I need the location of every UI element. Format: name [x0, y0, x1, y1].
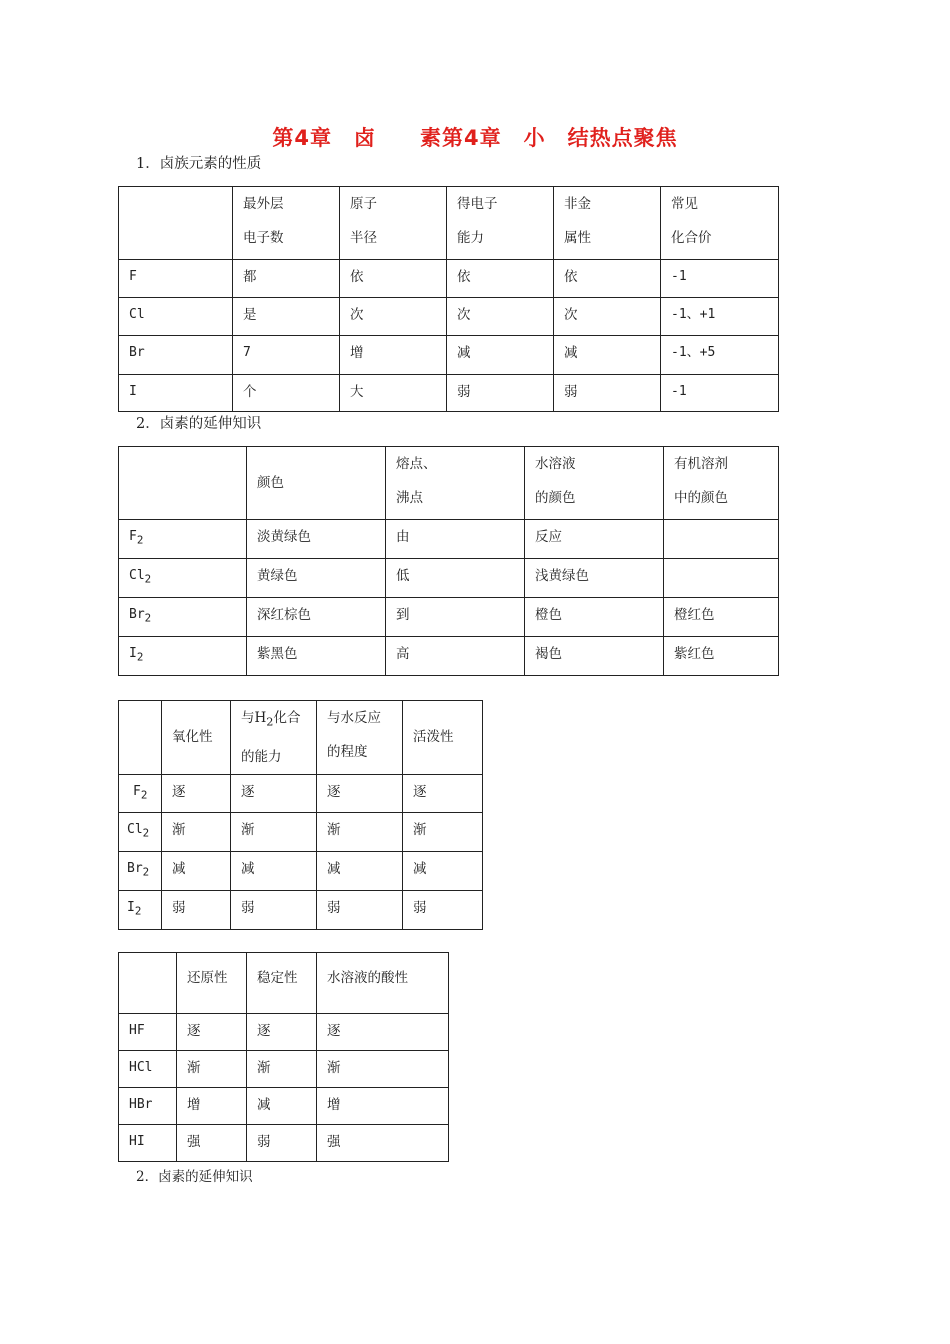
header-cell: 原子 半径 — [340, 187, 447, 260]
table-cell: 渐 — [177, 1051, 247, 1088]
table-row — [119, 637, 779, 676]
compound-cell: HCl — [119, 1051, 177, 1088]
header-cell — [119, 447, 247, 520]
header-cell: 有机溶剂 中的颜色 — [664, 447, 779, 520]
table-cell: 增 — [317, 1088, 449, 1125]
table-row — [119, 559, 779, 598]
element-cell: $F_2$ — [119, 520, 247, 559]
table-cell: 弱 — [403, 891, 483, 930]
table-cell: 次 — [554, 298, 661, 336]
table-cell: 减 — [447, 336, 554, 375]
table-cell: 依 — [554, 260, 661, 298]
header-cell: 氧化性 — [162, 701, 231, 775]
table-cell: 到 — [386, 598, 525, 637]
table-cell: 逐 — [317, 1014, 449, 1051]
table-cell: 减 — [247, 1088, 317, 1125]
table-cell: 渐 — [403, 813, 483, 852]
halogen-properties-table — [118, 186, 779, 412]
table-cell: 低 — [386, 559, 525, 598]
table-cell: 减 — [317, 852, 403, 891]
table-cell: 逐 — [317, 774, 403, 813]
header-cell: 颜色 — [247, 447, 386, 520]
header-cell: 水溶液的酸性 — [317, 953, 449, 1014]
table-cell: 逐 — [162, 774, 231, 813]
header-cell: 常见 化合价 — [661, 187, 779, 260]
table-cell: 渐 — [247, 1051, 317, 1088]
table-row — [119, 1014, 449, 1051]
table-cell: -1 — [661, 260, 779, 298]
table-row — [119, 891, 483, 930]
table-cell: 弱 — [554, 375, 661, 412]
table-row — [119, 1088, 449, 1125]
header-cell: 水溶液 的颜色 — [525, 447, 664, 520]
element-cell: F — [119, 260, 233, 298]
header-cell: 得电子 能力 — [447, 187, 554, 260]
table-row — [119, 852, 483, 891]
table-cell: 淡黄绿色 — [247, 520, 386, 559]
table-cell: 减 — [554, 336, 661, 375]
table-row — [119, 375, 779, 412]
header-cell: 最外层 电子数 — [233, 187, 340, 260]
table-cell: 弱 — [317, 891, 403, 930]
hydrogen-halide-table — [118, 952, 449, 1162]
element-cell: $Cl_2$ — [119, 813, 162, 852]
table-cell: 橙色 — [525, 598, 664, 637]
halogen-reactivity-table — [118, 700, 483, 930]
compound-cell: HBr — [119, 1088, 177, 1125]
header-cell: 还原性 — [177, 953, 247, 1014]
table-row — [119, 1125, 449, 1162]
table-cell: 减 — [403, 852, 483, 891]
header-cell: 非金 属性 — [554, 187, 661, 260]
table-header-row — [119, 447, 779, 520]
header-cell — [119, 701, 162, 775]
table-cell: 橙红色 — [664, 598, 779, 637]
table-cell: 弱 — [447, 375, 554, 412]
table-cell: 增 — [340, 336, 447, 375]
compound-cell: HI — [119, 1125, 177, 1162]
table-cell: 是 — [233, 298, 340, 336]
table-row — [119, 1051, 449, 1088]
table-cell: 依 — [340, 260, 447, 298]
element-cell: $Br_2$ — [119, 852, 162, 891]
table-header-row — [119, 953, 449, 1014]
table-cell: 渐 — [317, 1051, 449, 1088]
section1-heading: 1．卤族元素的性质 — [136, 156, 262, 172]
section2-heading: 2．卤素的延伸知识 — [136, 416, 262, 432]
table-cell: 次 — [340, 298, 447, 336]
table-cell: 增 — [177, 1088, 247, 1125]
table-cell: 强 — [177, 1125, 247, 1162]
table-cell: -1 — [661, 375, 779, 412]
element-cell: $I_2$ — [119, 891, 162, 930]
table-cell: 都 — [233, 260, 340, 298]
table-row — [119, 520, 779, 559]
table-cell: 强 — [317, 1125, 449, 1162]
header-cell: 与$H_2$化合 的能力 — [231, 701, 317, 775]
table-cell — [664, 559, 779, 598]
table-cell: 由 — [386, 520, 525, 559]
element-cell: $F_2$ — [119, 774, 162, 813]
header-cell: 与水反应 的程度 — [317, 701, 403, 775]
table-row — [119, 774, 483, 813]
element-cell: Br — [119, 336, 233, 375]
table-cell: 渐 — [231, 813, 317, 852]
header-cell: 稳定性 — [247, 953, 317, 1014]
table-header-row — [119, 187, 779, 260]
table-cell: 逐 — [231, 774, 317, 813]
table-cell: 黄绿色 — [247, 559, 386, 598]
table-cell: 大 — [340, 375, 447, 412]
element-cell: Cl — [119, 298, 233, 336]
table-cell: 紫黑色 — [247, 637, 386, 676]
table-cell: 减 — [162, 852, 231, 891]
table-cell: -1、+5 — [661, 336, 779, 375]
table-cell: 逐 — [177, 1014, 247, 1051]
header-cell — [119, 187, 233, 260]
table-cell: 高 — [386, 637, 525, 676]
header-cell: 活泼性 — [403, 701, 483, 775]
compound-cell: HF — [119, 1014, 177, 1051]
table-row — [119, 813, 483, 852]
table-header-row — [119, 701, 483, 775]
table-cell: 个 — [233, 375, 340, 412]
table-cell: -1、+1 — [661, 298, 779, 336]
table-row — [119, 260, 779, 298]
table-cell: 逐 — [403, 774, 483, 813]
table-cell: 次 — [447, 298, 554, 336]
halogen-physical-table — [118, 446, 779, 676]
footer-heading: 2．卤素的延伸知识 — [136, 1169, 253, 1185]
header-cell — [119, 953, 177, 1014]
table-cell: 弱 — [162, 891, 231, 930]
element-cell: I — [119, 375, 233, 412]
table-cell: 浅黄绿色 — [525, 559, 664, 598]
element-cell: $I_2$ — [119, 637, 247, 676]
table-row — [119, 598, 779, 637]
table-row — [119, 298, 779, 336]
table-cell: 深红棕色 — [247, 598, 386, 637]
table-cell: 渐 — [162, 813, 231, 852]
table-cell — [664, 520, 779, 559]
table-cell: 减 — [231, 852, 317, 891]
table-cell: 紫红色 — [664, 637, 779, 676]
table-cell: 渐 — [317, 813, 403, 852]
page-title: 第4章 卤 素第4章 小 结热点聚焦 — [272, 126, 678, 150]
table-cell: 逐 — [247, 1014, 317, 1051]
table-cell: 7 — [233, 336, 340, 375]
table-cell: 反应 — [525, 520, 664, 559]
table-cell: 弱 — [247, 1125, 317, 1162]
table-cell: 弱 — [231, 891, 317, 930]
element-cell: $Br_2$ — [119, 598, 247, 637]
element-cell: $Cl_2$ — [119, 559, 247, 598]
table-cell: 褐色 — [525, 637, 664, 676]
table-cell: 依 — [447, 260, 554, 298]
header-cell: 熔点、 沸点 — [386, 447, 525, 520]
table-row — [119, 336, 779, 375]
